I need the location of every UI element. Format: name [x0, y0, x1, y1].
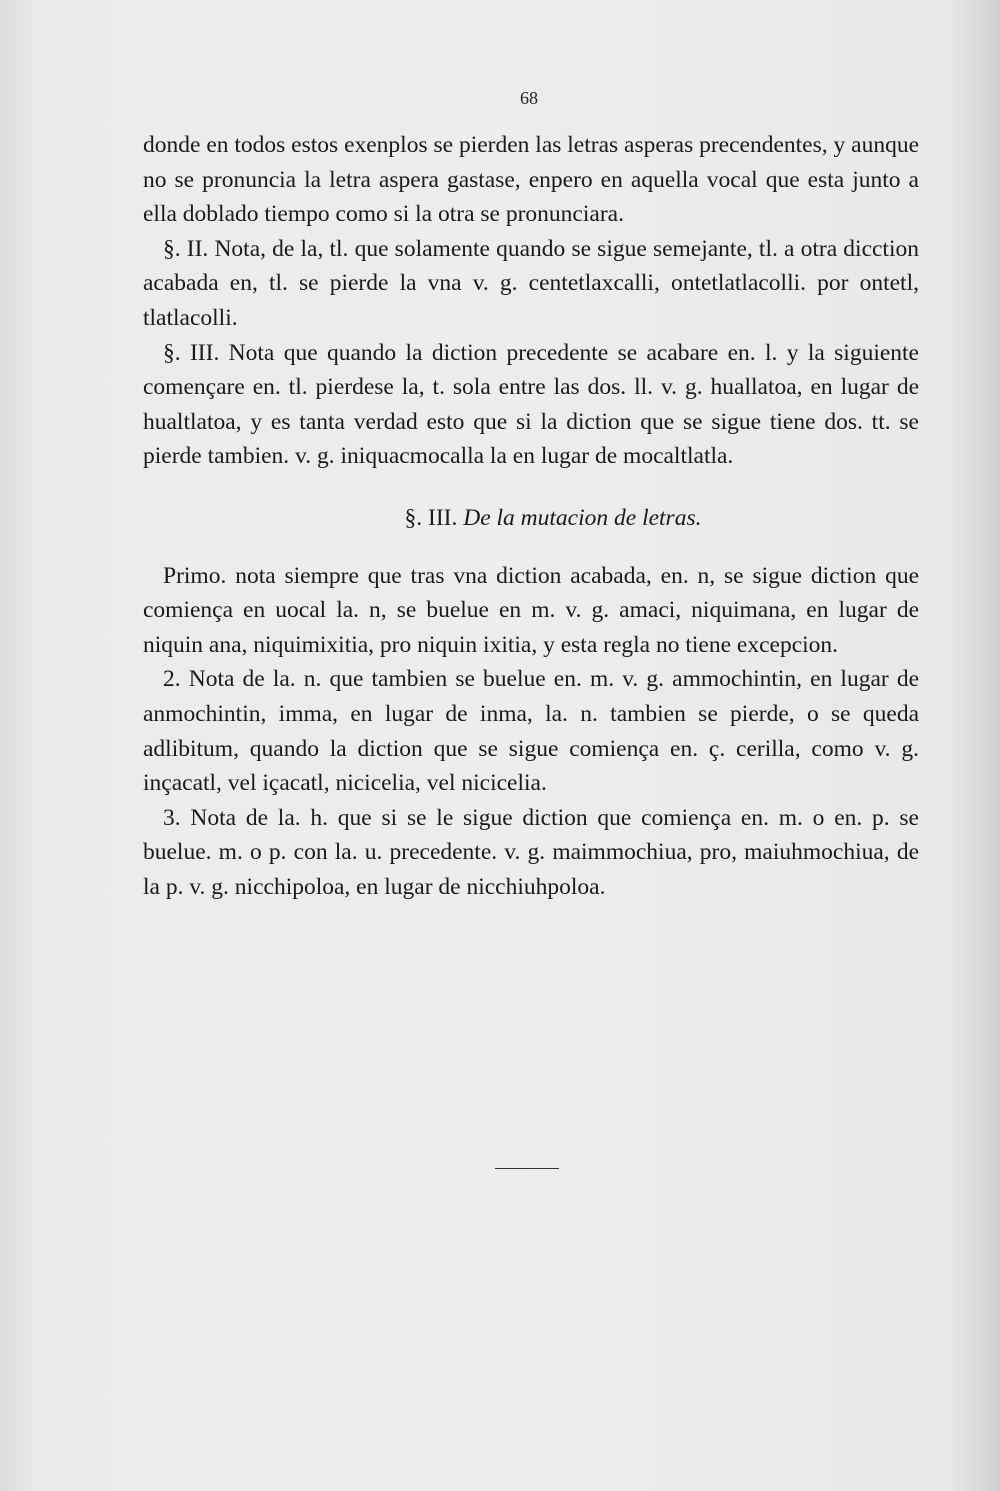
rule-primo: Primo. nota siempre que tras vna diction acabada, en. n, se sigue diction que comiença en uocal la. n, se buelue en m. v. g. amaci, niquimana, en lugar de niquin ana, niquimixitia, pro niquin ixitia, y esta regla no tiene excepcion. [143, 562, 919, 658]
page-number: 68 [520, 88, 538, 108]
paragraph-section-ii: §. II. Nota, de la, tl. que solamente quando se sigue semejante, tl. a otra dicction acabada en, tl. se pierde la vna v. g. centetlaxcalli, ontetlatlacolli. por ontetl, tlatlacolli. [143, 235, 919, 331]
rule-3: 3. Nota de la. h. que si se le sigue diction que comiença en. m. o en. p. se buelue. m. o p. con la. u. precedente. v. g. maimmochiua, pro, maiuhmochiua, de la p. v. g. nicchipoloa, en lugar de nicchiuhpoloa. [143, 804, 919, 900]
section-title: De la mutacion de letras. [463, 504, 702, 531]
rule-2: 2. Nota de la. n. que tambien se buelue en. m. v. g. ammochintin, en lugar de anmochintin, imma, en lugar de inma, la. n. tambien se pierde, o se queda adlibitum, quando la diction que se sigue comiença en. ç. cerilla, como v. g. inçacatl, vel içacatl, nicicelia, vel nicicelia. [143, 666, 919, 797]
page-body [143, 128, 919, 904]
section-number: §. III. [404, 504, 458, 531]
horizontal-rule [495, 1168, 559, 1169]
section-heading [143, 501, 919, 536]
paragraph-continuation: donde en todos estos exenplos se pierden las letras asperas precendentes, y aunque no se pronuncia la letra aspera gastase, enpero en aquella vocal que esta junto a ella doblado tiempo como si la otra se pronunciara. [143, 132, 919, 228]
paragraph-section-iii: §. III. Nota que quando la diction precedente se acabare en. l. y la siguiente començare en. tl. pierdese la, t. sola entre las dos. ll. v. g. huallatoa, en lugar de hualtlatoa, y es tanta verdad esto que si la diction que se sigue tiene dos. tt. se pierde tambien. v. g. iniquacmocalla la en lugar de mocaltlatla. [143, 339, 919, 470]
